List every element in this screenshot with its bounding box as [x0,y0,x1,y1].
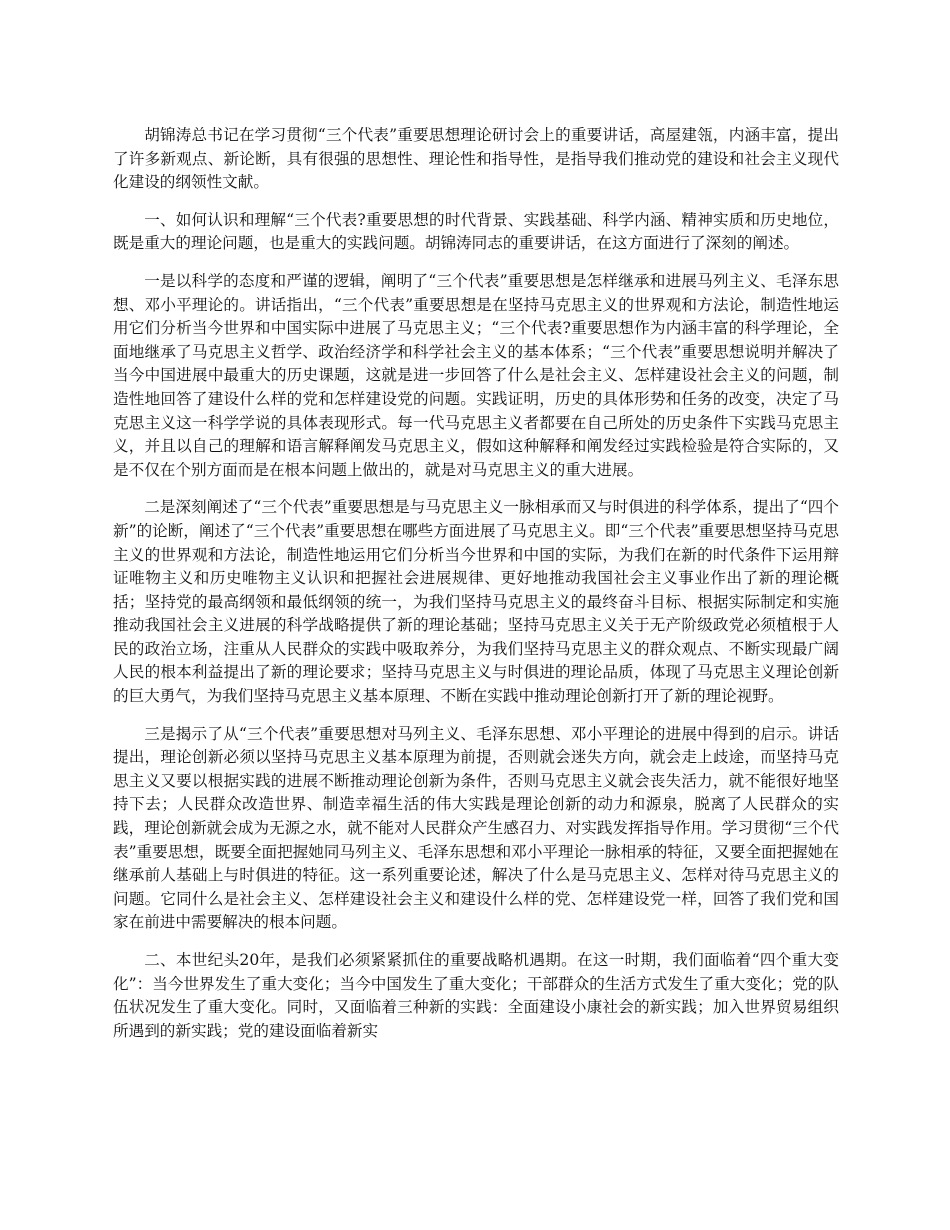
paragraph-point-one: 一是以科学的态度和严谨的逻辑，阐明了“三个代表”重要思想是怎样继承和进展马列主义、毛泽东思想、邓小平理论的。讲话指出，“三个代表”重要思想是在坚持马克思主义的世界观和方法论，制造性地运用它们分析当今世界和中国实际中进展了马克思主义；“三个代表?重要思想作为内涵丰富的科学理论，全面地继承了马克思主义哲学、政治经济学和科学社会主义的基本体系；“三个代表”重要思想说明并解决了当今中国进展中最重大的历史课题，这就是进一步回答了什么是社会主义、怎样建设社会主义的问题，制造性地回答了建设什么样的党和怎样建设党的问题。实践证明，历史的具体形势和任务的改变，决定了马克思主义这一科学学说的具体表现形式。每一代马克思主义者都要在自己所处的历史条件下实践马克思主义，并且以自己的理解和语言解释阐发马克思主义，假如这种解释和阐发经过实践检验是符合实际的，又是不仅在个别方面而是在根本问题上做出的，就是对马克思主义的重大进展。 [113,271,839,479]
paragraph-point-three: 三是揭示了从“三个代表”重要思想对马列主义、毛泽东思想、邓小平理论的进展中得到的启示。讲话提出，理论创新必须以坚持马克思主义基本原理为前提，否则就会迷失方向，就会走上歧途，而坚持马克思主义又要以根据实践的进展不断推动理论创新为条件，否则马克思主义就会丧失活力，就不能很好地坚持下去；人民群众改造世界、制造幸福生活的伟大实践是理论创新的动力和源泉，脱离了人民群众的实践，理论创新就会成为无源之水，就不能对人民群众产生感召力、对实践发挥指导作用。学习贯彻“三个代表”重要思想，既要全面把握她同马列主义、毛泽东思想和邓小平理论一脉相承的特征，又要全面把握她在继承前人基础上与时俱进的特征。这一系列重要论述，解决了什么是马克思主义、怎样对待马克思主义的问题。它同什么是社会主义、怎样建设社会主义和建设什么样的党、怎样建设党一样，回答了我们党和国家在前进中需要解决的根本问题。 [113,724,839,932]
paragraph-section-two: 二、本世纪头20年，是我们必须紧紧抓住的重要战略机遇期。在这一时期，我们面临着“四个重大变化”：当今世界发生了重大变化；当今中国发生了重大变化；干部群众的生活方式发生了重大变化；党的队伍状况发生了重大变化。同时，又面临着三种新的实践：全面建设小康社会的新实践；加入世界贸易组织所遇到的新实践；党的建设面临着新实 [113,951,839,1040]
paragraph-point-two: 二是深刻阐述了“三个代表”重要思想是与马克思主义一脉相承而又与时俱进的科学体系，提出了“四个新”的论断，阐述了“三个代表”重要思想在哪些方面进展了马克思主义。即“三个代表”重要思想坚持马克思主义的世界观和方法论，制造性地运用它们分析当今世界和中国的实际，为我们在新的时代条件下运用辩证唯物主义和历史唯物主义认识和把握社会进展规律、更好地推动我国社会主义事业作出了新的理论概括；坚持党的最高纲领和最低纲领的统一，为我们坚持马克思主义的最终奋斗目标、根据实际制定和实施推动我国社会主义进展的科学战略提供了新的理论基础；坚持马克思主义关于无产阶级政党必须植根于人民的政治立场，注重从人民群众的实践中吸取养分，为我们坚持马克思主义的群众观点、不断实现最广阔人民的根本利益提出了新的理论要求；坚持马克思主义与时俱进的理论品质，体现了马克思主义理论创新的巨大勇气，为我们坚持马克思主义基本原理、不断在实践中推动理论创新打开了新的理论视野。 [113,498,839,706]
document-body [113,124,839,1057]
paragraph-section-one: 一、如何认识和理解“三个代表?重要思想的时代背景、实践基础、科学内涵、精神实质和历史地位，既是重大的理论问题，也是重大的实践问题。胡锦涛同志的重要讲话，在这方面进行了深刻的阐述。 [113,210,839,253]
paragraph-intro: 胡锦涛总书记在学习贯彻“三个代表”重要思想理论研讨会上的重要讲话，高屋建瓴，内涵丰富，提出了许多新观点、新论断，具有很强的思想性、理论性和指导性，是指导我们推动党的建设和社会主义现代化建设的纲领性文献。 [113,126,839,192]
